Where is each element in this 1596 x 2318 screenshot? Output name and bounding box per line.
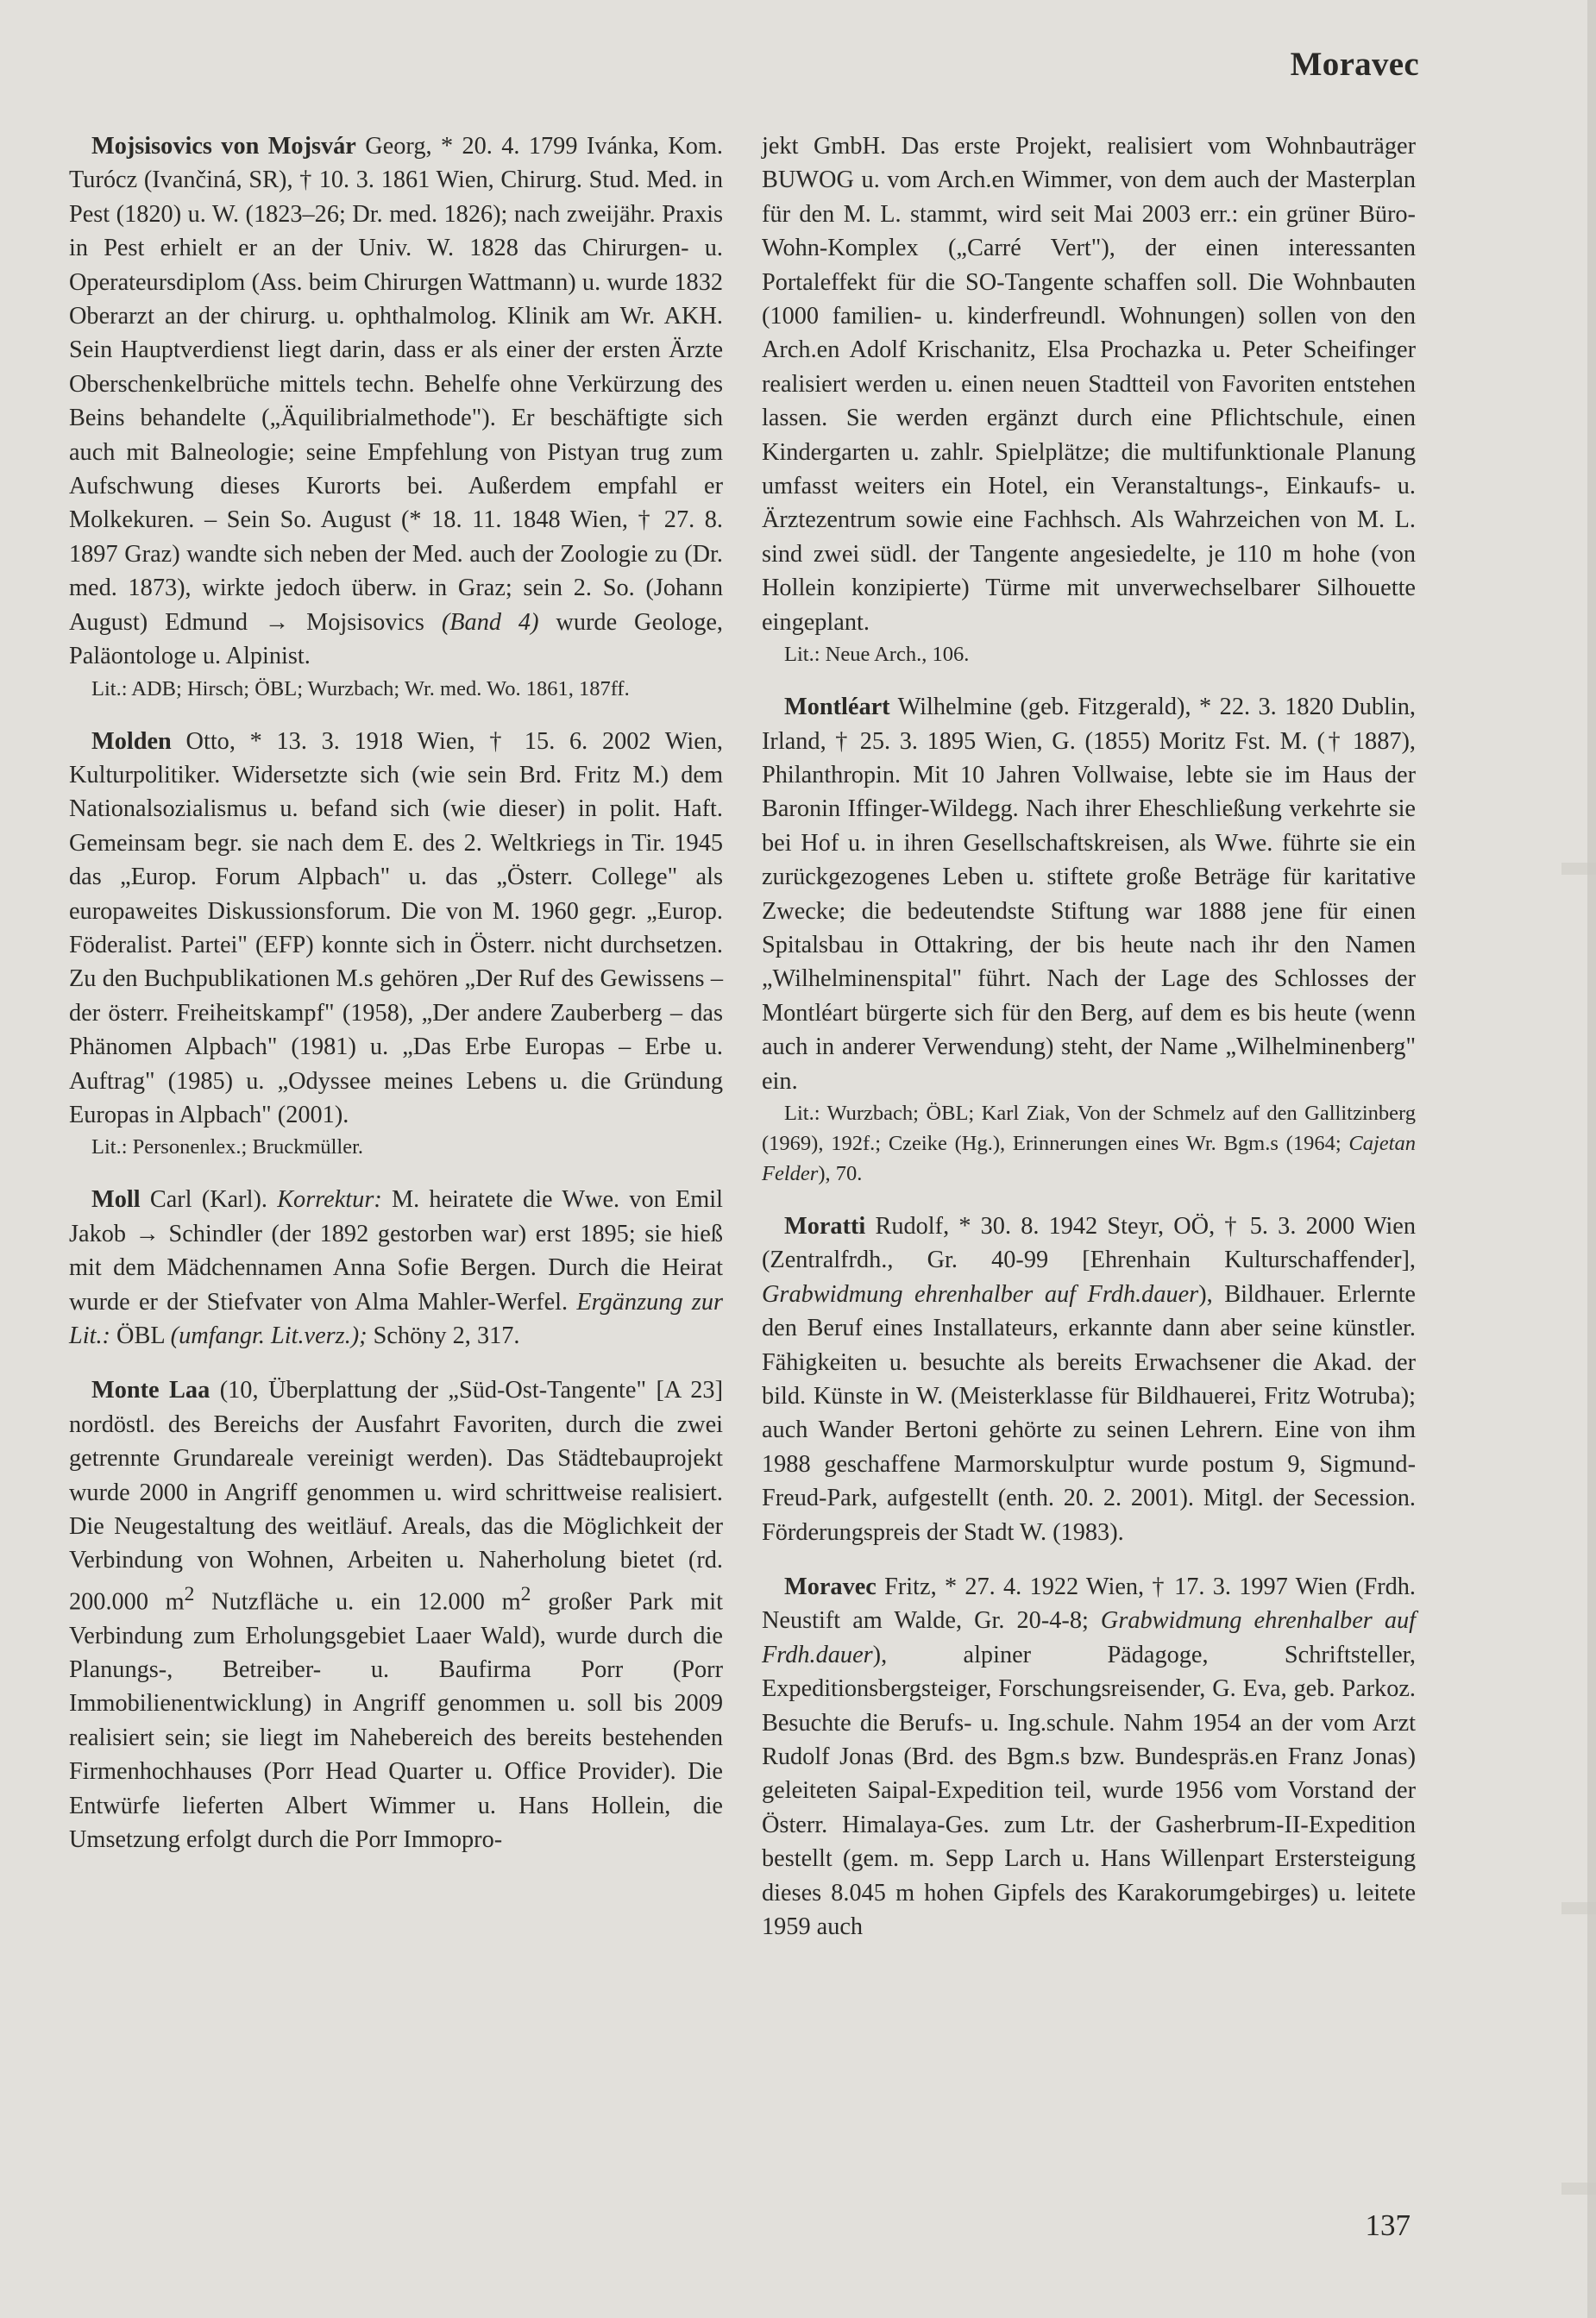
entry-molden <box>69 725 723 1163</box>
headword: Moll <box>91 1186 141 1214</box>
page-number: 137 <box>1365 2208 1411 2242</box>
right-column <box>762 129 1416 1965</box>
korrektur-label: Korrektur: <box>277 1186 382 1214</box>
entry-body: Carl (Karl). <box>149 1186 278 1214</box>
entry-body-end: ), alpiner Pädagoge, Schriftsteller, Expeditionsbergsteiger, Forschungsreisender, G. Eva, geb. Parkoz. Besuchte die Berufs- u. Ing.schule. Nahm 1954 an der vom Arzt Rudolf Jonas (Brd. des Bgm.s bzw. Bundespräs.en Franz Jonas) geleiteten Saipal-Expedition teil, wurde 1956 vom Vorstand der Österr. Himalaya-Ges. zum Ltr. der Gasherbrum-II-Expedition bestellt (gem. m. Sepp Larch u. Hans Willenpart Erstersteigung dieses 8.045 m hohen Gipfels des Karakorumgebirges) u. leitete 1959 auch <box>762 1641 1416 1941</box>
continuation-text: jekt GmbH. Das erste Projekt, realisiert vom Wohnbauträger BUWOG u. vom Arch.en Wimmer, von dem auch der Masterplan für den M. L. stammt, wird seit Mai 2003 err.: ein grüner Büro-Wohn-Komplex („Carré Vert"), der einen interessanten Portaleffekt für die SO-Tangente schaffen soll. Die Wohnbauten (1000 familien- u. kinderfreundl. Wohnungen) sollen von den Arch.en Adolf Krischanitz, Elsa Prochazka u. Peter Scheifinger realisiert werden u. einen neuen Stadtteil von Favoriten entstehen lassen. Sie werden ergänzt durch eine Pflichtschule, einen Kindergarten u. zahlr. Spielplätze; die multifunktionale Planung umfasst weiters ein Hotel, ein Veranstaltungs-, Einkaufs- u. Ärztezentrum sowie eine Fachhsch. Als Wahrzeichen von M. L. sind zwei südl. der Tangente angesiedelte, je 110 m hohe (von Hollein konzipierte) Türme mit unverwechselbarer Silhouette eingeplant. <box>762 133 1416 636</box>
left-column <box>69 129 723 1878</box>
entry-text <box>69 1373 723 1856</box>
headword: Mojsisovics von Mojsvár <box>91 133 356 160</box>
entry-text <box>762 1570 1416 1944</box>
entry-text <box>762 690 1416 1098</box>
lit-italic: Cajetan Felder <box>762 1131 1416 1185</box>
entry-body: Rudolf, * 30. 8. 1942 Steyr, OÖ, † 5. 3. 2000 Wien (Zentralfrdh., Gr. 40-99 [Ehrenhain Kulturschaffender], <box>762 1212 1416 1274</box>
page-edge-shadow <box>1561 0 1596 2318</box>
entry-body-3: ÖBL <box>110 1322 171 1349</box>
entry-body: Otto, * 13. 3. 1918 Wien, † 15. 6. 2002 Wien, Kulturpolitiker. Widersetzte sich (wie sein Brd. Fritz M.) dem Nationalsozialismus u. befand sich (wie dieser) in polit. Haft. Gemeinsam begr. sie nach dem E. des 2. Weltkriegs in Tir. 1945 das „Europ. Forum Alpbach" u. das „Österr. College" als europaweites Diskussionsforum. Die von M. 1960 gegr. „Europ. Föderalist. Partei" (EFP) konnte sich in Österr. nicht durchsetzen. Zu den Buchpublikationen M.s gehören „Der Ruf des Gewissens – der österr. Freiheitskampf" (1958), „Der andere Zauberberg – das Phänomen Alpbach" (1981) u. „Das Erbe Europas – Erbe u. Auftrag" (1985) u. „Odyssee meines Lebens u. die Gründung Europas in Alpbach" (2001). <box>69 727 724 1128</box>
literature: Lit.: ADB; Hirsch; ÖBL; Wurzbach; Wr. med. Wo. 1861, 187ff. <box>91 676 630 700</box>
italic-note: Grabwidmung ehrenhalber auf Frdh.dauer <box>762 1607 1416 1668</box>
entry-moll <box>69 1183 723 1353</box>
headword: Moravec <box>784 1574 877 1601</box>
entry-body-2: Nutzfläche u. ein 12.000 m <box>194 1588 521 1616</box>
entry-mojsisovics <box>69 129 723 704</box>
entry-body: Georg, * 20. 4. 1799 Ivánka, Kom. Turócz (Ivančiná, SR), † 10. 3. 1861 Wien, Chirurg. Stud. Med. in Pest (1820) u. W. (1823–26; Dr. med. 1826); nach zweijähr. Praxis in Pest erhielt er an der Univ. W. 1828 das Chirurgen- u. Operateursdiplom (Ass. beim Chirurgen Wattmann) u. wurde 1832 Oberarzt an der chirurg. u. ophthalmolog. Klinik am Wr. AKH. Sein Hauptverdienst liegt darin, dass er als einer der ersten Ärzte Oberschenkelbrüche mittels techn. Behelfe ohne Verkürzung des Beins behandelte („Äquilibrialmethode"). Er beschäftigte sich auch mit Balneologie; seine Empfehlung von Pistyan trug zum Aufschwung dieses Kurorts bei. Außerdem empfahl er Molkekuren. – Sein So. August (* 18. 11. 1848 Wien, † 27. 8. 1897 Graz) wandte sich neben der Med. auch der Zoologie zu (Dr. med. 1873), wirkte jedoch überw. in Graz; sein 2. So. (Johann August) Edmund → Mojsisovics <box>69 133 723 636</box>
headword: Moratti <box>784 1212 866 1240</box>
lit-text: Lit.: Wurzbach; ÖBL; Karl Ziak, Von der Schmelz auf den Gallitzinberg (1969), 192f.; Czeike (Hg.), Erinnerungen eines Wr. Bgm.s (1964; <box>762 1101 1416 1155</box>
entry-monte-laa <box>69 1373 723 1856</box>
literature <box>762 1098 1416 1189</box>
headword: Monte Laa <box>91 1377 210 1404</box>
italic-note: Grabwidmung ehrenhalber auf Frdh.dauer <box>762 1280 1199 1308</box>
entry-body-4: Schöny 2, 317. <box>367 1322 520 1349</box>
entry-text <box>69 129 723 674</box>
entry-body: (10, Überplattung der „Süd-Ost-Tangente" [A 23] nordöstl. des Bereichs der Ausfahrt Favoriten, durch die zwei getrennte Grundareale vereinigt werden). Das Städtebauprojekt wurde 2000 in Angriff genommen u. wird schrittweise realisiert. Die Neugestaltung des weitläuf. Areals, das die Möglichkeit der Verbindung von Wohnen, Arbeiten u. Naherholung bietet (rd. 200.000 m <box>69 1377 723 1616</box>
superscript: 2 <box>520 1582 531 1605</box>
italic-ref: (Band 4) <box>441 608 539 636</box>
entry-body: Wilhelmine (geb. Fitzgerald), * 22. 3. 1820 Dublin, Irland, † 25. 3. 1895 Wien, G. (1855) Moritz Fst. M. († 1887), Philanthropin. Mit 10 Jahren Vollwaise, lebte sie im Haus der Baronin Iffinger-Wildegg. Nach ihrer Eheschließung verkehrte sie bei Hof u. in ihren Gesellschaftskreisen, als Wwe. führte sie ein zurückgezogenes Leben u. stiftete große Beträge für karitative Zwecke; die bedeutendste Stiftung war 1888 jene für einen Spitalsbau in Ottakring, der bis heute nach ihr den Namen „Wilhelminenspital" führt. Nach der Lage des Schlosses der Montléart bürgerte sich für den Berg, auf dem es bis heute (wenn auch in anderer Verwendung) steht, der Name „Wilhelminenberg" ein. <box>762 694 1416 1095</box>
entry-text <box>762 1209 1416 1549</box>
entry-body-end: ), Bildhauer. Erlernte den Beruf eines Installateurs, erkannte dann aber seine künstler. Fähigkeiten u. besuchte als bereits Erwachsener die Akad. der bild. Künste in W. (Meisterklasse für Bildhauerei, Fritz Wotruba); auch Wander Bertoni gehörte zu seinen Lehrern. Eine von ihm 1988 geschaffene Marmorskulptur wurde postum 9, Sigmund-Freud-Park, aufgestellt (enth. 20. 2. 2001). Mitgl. der Secession. Förderungspreis der Stadt W. (1983). <box>762 1280 1416 1546</box>
entry-body-3: großer Park mit Verbindung zum Erholungsgebiet Laaer Wald), wurde durch die Planungs-, Betreiber- u. Baufirma Porr (Porr Immobilienentwicklung) in Angriff genommen u. soll bis 2009 realisiert sein; sie liegt im Nahebereich des bereits bestehenden Firmenhochhauses (Porr Head Quarter u. Office Provider). Die Entwürfe lieferten Albert Wimmer u. Hans Hollein, die Umsetzung erfolgt durch die Porr Immopro- <box>69 1588 723 1854</box>
entry-body: Fritz, * 27. 4. 1922 Wien, † 17. 3. 1997 Wien (Frdh. Neustift am Walde, Gr. 20-4-8; <box>762 1574 1416 1635</box>
superscript: 2 <box>184 1582 195 1605</box>
lit-end: ), 70. <box>818 1161 863 1185</box>
ergaenzung-label: Ergänzung zur Lit.: <box>69 1288 723 1349</box>
umfangr-label: (umfangr. Lit.verz.); <box>170 1322 368 1349</box>
entry-montleart <box>762 690 1416 1189</box>
headword: Montléart <box>784 694 890 721</box>
running-head: Moravec <box>1290 46 1419 83</box>
entry-body-end: wurde Geologe, Paläontologe u. Alpinist. <box>69 608 723 670</box>
entry-text <box>69 725 723 1133</box>
entry-text <box>69 1183 723 1353</box>
entry-moravec <box>762 1570 1416 1944</box>
headword: Molden <box>91 727 172 755</box>
entry-monte-laa-continued <box>762 129 1416 669</box>
literature: Lit.: Neue Arch., 106. <box>784 643 970 667</box>
entry-body-2: M. heiratete die Wwe. von Emil Jakob → Schindler (der 1892 gestorben war) erst 1895; sie hieß mit dem Mädchennamen Anna Sofie Bergen. Durch die Heirat wurde er der Stiefvater von Alma Mahler-Werfel. <box>69 1186 723 1316</box>
literature: Lit.: Personenlex.; Bruckmüller. <box>91 1135 364 1159</box>
entry-moratti <box>762 1209 1416 1549</box>
